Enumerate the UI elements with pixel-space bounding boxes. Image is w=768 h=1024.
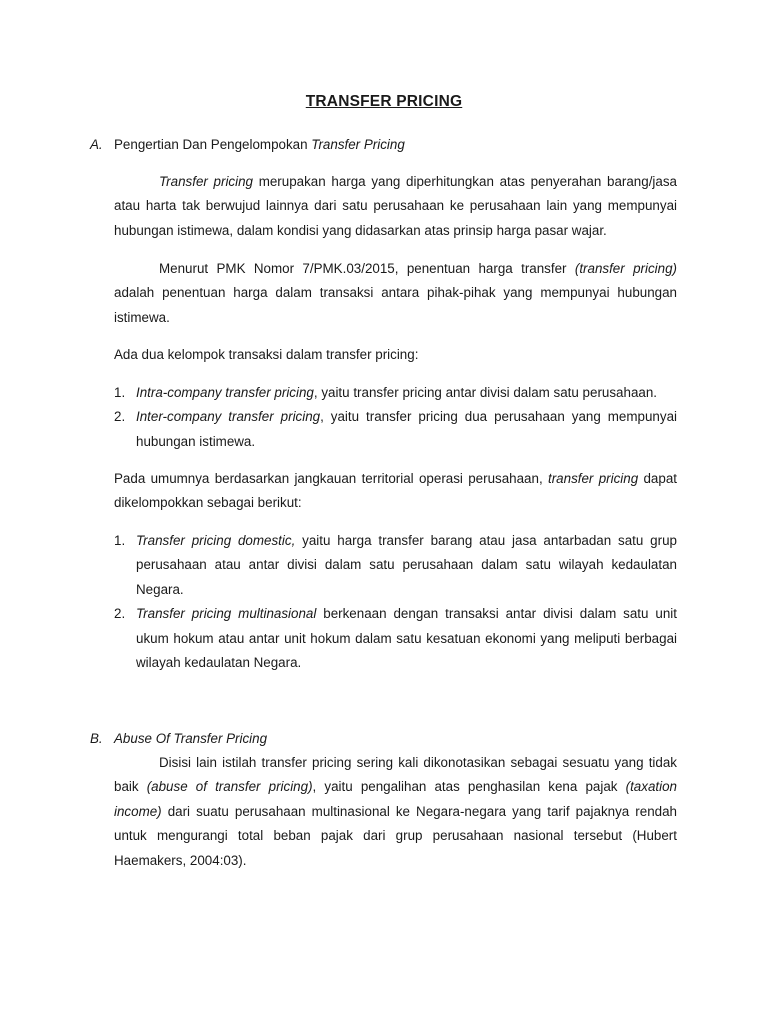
list-item-text: , yaitu transfer pricing dua perusahaan yang mempunyai hubungan istimewa. — [136, 409, 677, 449]
list-item — [114, 529, 677, 602]
list-item — [114, 602, 677, 675]
list-item-text: berkenaan dengan transaksi antar divisi dalam satu unit ukum hokum atau antar unit hokum dalam satu kesatuan ekonomi yang meliputi berbagai wilayah kedaulatan Negara. — [136, 606, 677, 671]
list-item-number: 1. — [114, 385, 126, 400]
section-a-heading-plain: Pengertian Dan Pengelompokan — [114, 137, 312, 152]
para2-text1: Menurut PMK Nomor 7/PMK.03/2015, penentuan harga transfer — [159, 261, 575, 276]
para2-text2: adalah penentuan harga dalam transaksi antara pihak-pihak yang mempunyai hubungan istimewa. — [114, 285, 677, 325]
list-item-number: 2. — [114, 409, 126, 425]
section-a-heading — [90, 133, 405, 157]
list-item-italic: Intra-company transfer pricing — [136, 385, 314, 400]
section-b-heading — [90, 727, 267, 751]
paragraph-territorial — [114, 467, 677, 516]
para1-text: merupakan harga yang diperhitungkan atas penyerahan barang/jasa atau harta tak berwujud lainnya dari satu perusahaan ke perusahaan lain yang mempunyai hubungan istimewa, dalam kondisi yang didasarkan atas prinsip harga pasar wajar. — [114, 174, 677, 238]
paragraph-groups-intro — [114, 343, 677, 367]
list-item-italic: Transfer pricing domestic, — [136, 533, 296, 548]
paragraph-pmk — [114, 257, 677, 330]
list-territorial-groups — [114, 529, 677, 675]
parab-text2: , yaitu pengalihan atas penghasilan kena pajak — [312, 779, 626, 795]
list-item — [114, 405, 677, 454]
para4-text1: Pada umumnya berdasarkan jangkauan territorial operasi perusahaan, — [114, 471, 548, 486]
para3-text: Ada dua kelompok transaksi dalam transfer pricing: — [114, 347, 419, 362]
list-item-number: 2. — [114, 606, 126, 622]
parab-text1: Disisi lain istilah transfer pricing sering kali dikonotasikan sebagai sesuatu yang tidak baik — [114, 755, 677, 795]
section-a-heading-italic: Transfer Pricing — [311, 137, 405, 152]
list-item-text: , yaitu transfer pricing antar divisi dalam satu perusahaan. — [313, 385, 658, 400]
parab-italic2: (taxation income) — [114, 779, 677, 819]
section-a-letter: A. — [90, 137, 103, 152]
document-title: TRANSFER PRICING — [305, 93, 463, 110]
parab-text3: dari suatu perusahaan multinasional ke Negara-negara yang tarif pajaknya rendah untuk mengurangi total beban pajak dari grup perusahaan nasional tersebut (Hubert Haemakers, 2004:03). — [114, 803, 677, 868]
list-item-italic: Transfer pricing multinasional — [136, 606, 317, 622]
paragraph-abuse — [114, 751, 677, 873]
parab-italic1: (abuse of transfer pricing) — [146, 779, 313, 795]
para4-italic: transfer pricing — [548, 471, 639, 486]
para4-text2: dapat dikelompokkan sebagai berikut: — [114, 471, 677, 511]
section-b-heading-italic: Abuse Of Transfer Pricing — [114, 731, 268, 746]
list-item-number: 1. — [114, 533, 126, 548]
para2-italic: (transfer pricing) — [574, 261, 677, 276]
para1-italic: Transfer pricing — [159, 174, 253, 189]
list-item — [114, 381, 677, 405]
list-item-italic: Inter-company transfer pricing — [136, 409, 321, 425]
paragraph-definition — [114, 170, 677, 243]
list-item-text: yaitu harga transfer barang atau jasa antarbadan satu grup perusahaan atau antar divisi dalam satu perusahaan dalam satu wilayah kedaulatan Negara. — [136, 533, 677, 597]
list-transaction-groups — [114, 381, 677, 454]
section-b-letter: B. — [90, 731, 103, 746]
